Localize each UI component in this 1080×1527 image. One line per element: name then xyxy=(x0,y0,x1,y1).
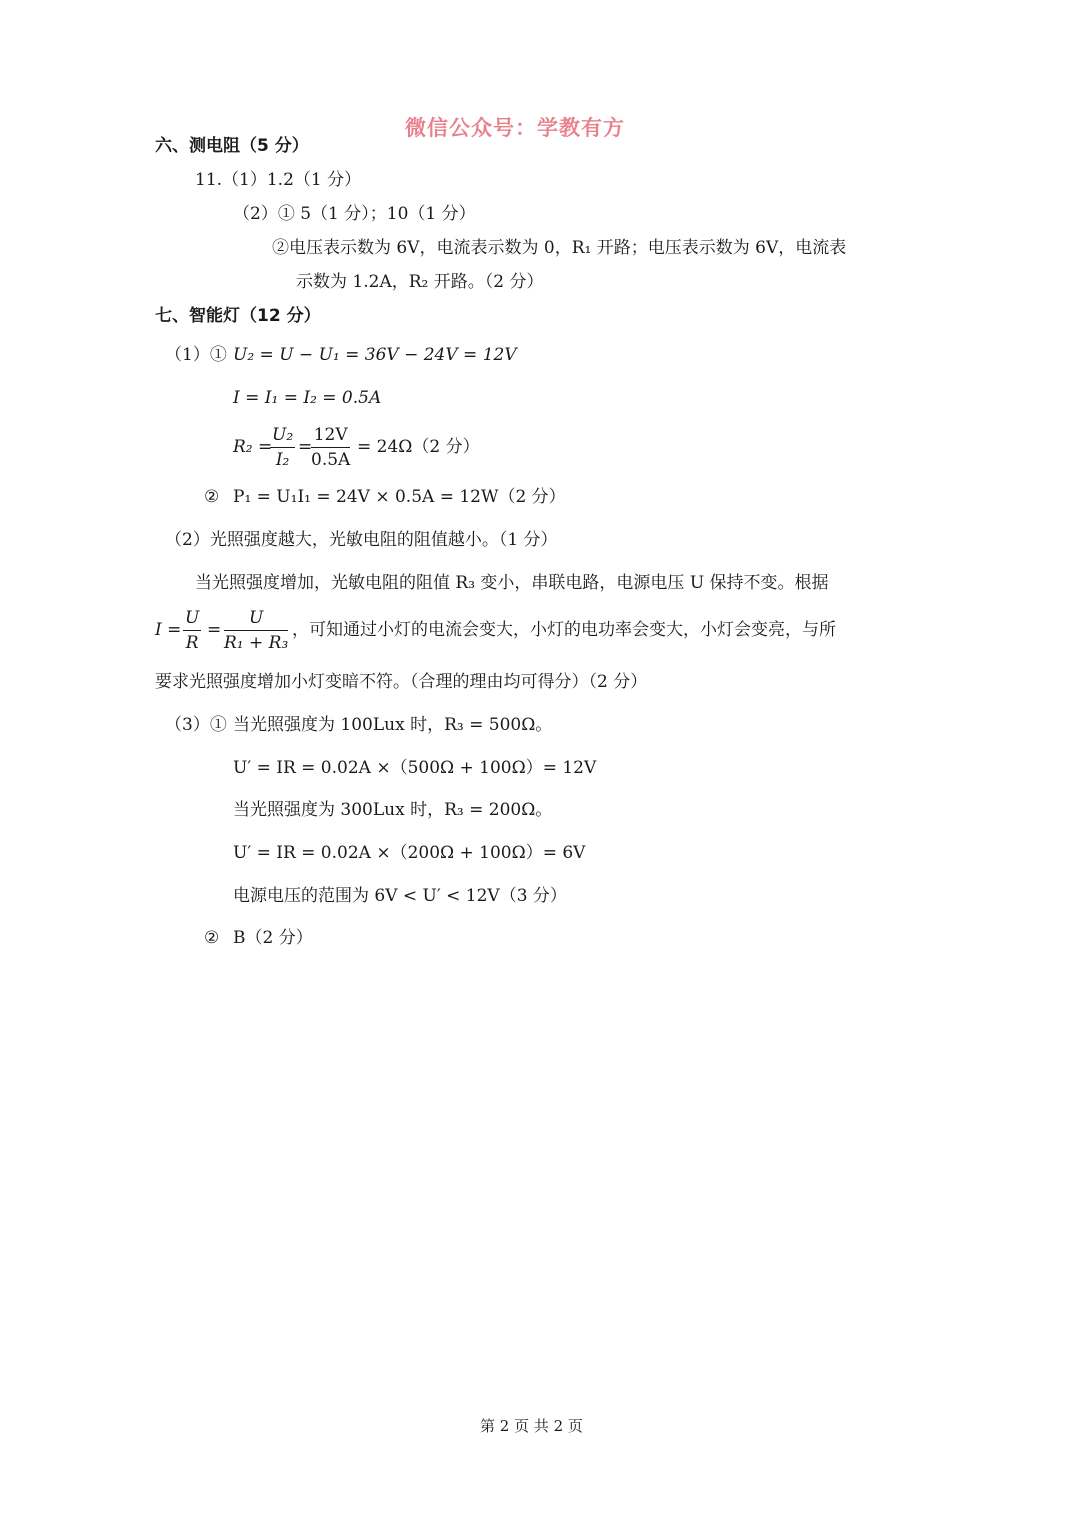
part1-equation-u2: U₂ = U − U₁ = 36V − 24V = 12V xyxy=(233,345,517,365)
q11-part2b-line1: ②电压表示数为 6V，电流表示数为 0，R₁ 开路；电压表示数为 6V，电流表 xyxy=(272,238,847,258)
part1-equation-current: I = I₁ = I₂ = 0.5A xyxy=(233,388,382,408)
q11-part2: （2）① 5（1 分）；10（1 分） xyxy=(233,204,476,224)
section-6-heading: 六、测电阻（5 分） xyxy=(155,136,309,156)
fraction-denominator: R xyxy=(185,633,199,653)
fraction-numerator: 12V xyxy=(311,427,350,448)
fraction-numerator: U xyxy=(224,610,288,631)
q11-part2b-line2: 示数为 1.2A，R₂ 开路。（2 分） xyxy=(296,272,544,292)
part3-sub2-label: ② xyxy=(204,928,220,948)
page-footer: 第 2 页 共 2 页 xyxy=(480,1417,583,1435)
part2-line2: 当光照强度增加，光敏电阻的阻值 R₃ 变小，串联电路，电源电压 U 保持不变。根据 xyxy=(195,573,829,593)
fraction-denominator: I₂ xyxy=(275,450,290,470)
part3-label: （3）① xyxy=(165,715,227,735)
part1-power-equation: P₁ = U₁I₁ = 24V × 0.5A = 12W（2 分） xyxy=(233,487,566,507)
watermark: 微信公众号：学教有方 xyxy=(405,116,625,140)
part2-line1: （2）光照强度越大，光敏电阻的阻值越小。（1 分） xyxy=(165,530,558,550)
q11-part1: 11.（1）1.2（1 分） xyxy=(195,170,362,190)
part3-line2: U′ = IR = 0.02A ×（500Ω + 100Ω）= 12V xyxy=(233,758,597,778)
part3-line3: 当光照强度为 300Lux 时，R₃ = 200Ω。 xyxy=(233,800,553,820)
part1-r2-fraction-numeric xyxy=(311,427,350,469)
part3-line5: 电源电压的范围为 6V < U′ < 12V（3 分） xyxy=(233,886,567,906)
part2-formula-lhs: I = xyxy=(155,620,182,640)
part2-fraction-ohm xyxy=(183,610,201,652)
part1-r2-fraction-symbolic xyxy=(270,427,295,469)
section-7-heading: 七、智能灯（12 分） xyxy=(155,306,321,326)
part1-r2-lhs: R₂ = xyxy=(233,437,273,457)
part3-line4: U′ = IR = 0.02A ×（200Ω + 100Ω）= 6V xyxy=(233,843,586,863)
part1-sub2-label: ② xyxy=(204,487,220,507)
part1-label: （1）① xyxy=(165,345,227,365)
fraction-denominator: R₁ + R₃ xyxy=(224,633,289,653)
part2-line3: ，可知通过小灯的电流会变大，小灯的电功率会变大，小灯会变亮，与所 xyxy=(292,620,836,640)
part3-line1: 当光照强度为 100Lux 时，R₃ = 500Ω。 xyxy=(233,715,553,735)
part1-r2-result: = 24Ω（2 分） xyxy=(357,437,480,457)
fraction-denominator: 0.5A xyxy=(311,450,351,470)
fraction-numerator: U₂ xyxy=(270,427,295,448)
fraction-numerator: U xyxy=(183,610,201,631)
equals-sign: = xyxy=(298,437,313,457)
part3-sub2-answer: B（2 分） xyxy=(233,928,313,948)
equals-sign: = xyxy=(207,620,222,640)
part2-line4: 要求光照强度增加小灯变暗不符。（合理的理由均可得分）（2 分） xyxy=(155,672,648,692)
part2-fraction-series xyxy=(224,610,288,652)
